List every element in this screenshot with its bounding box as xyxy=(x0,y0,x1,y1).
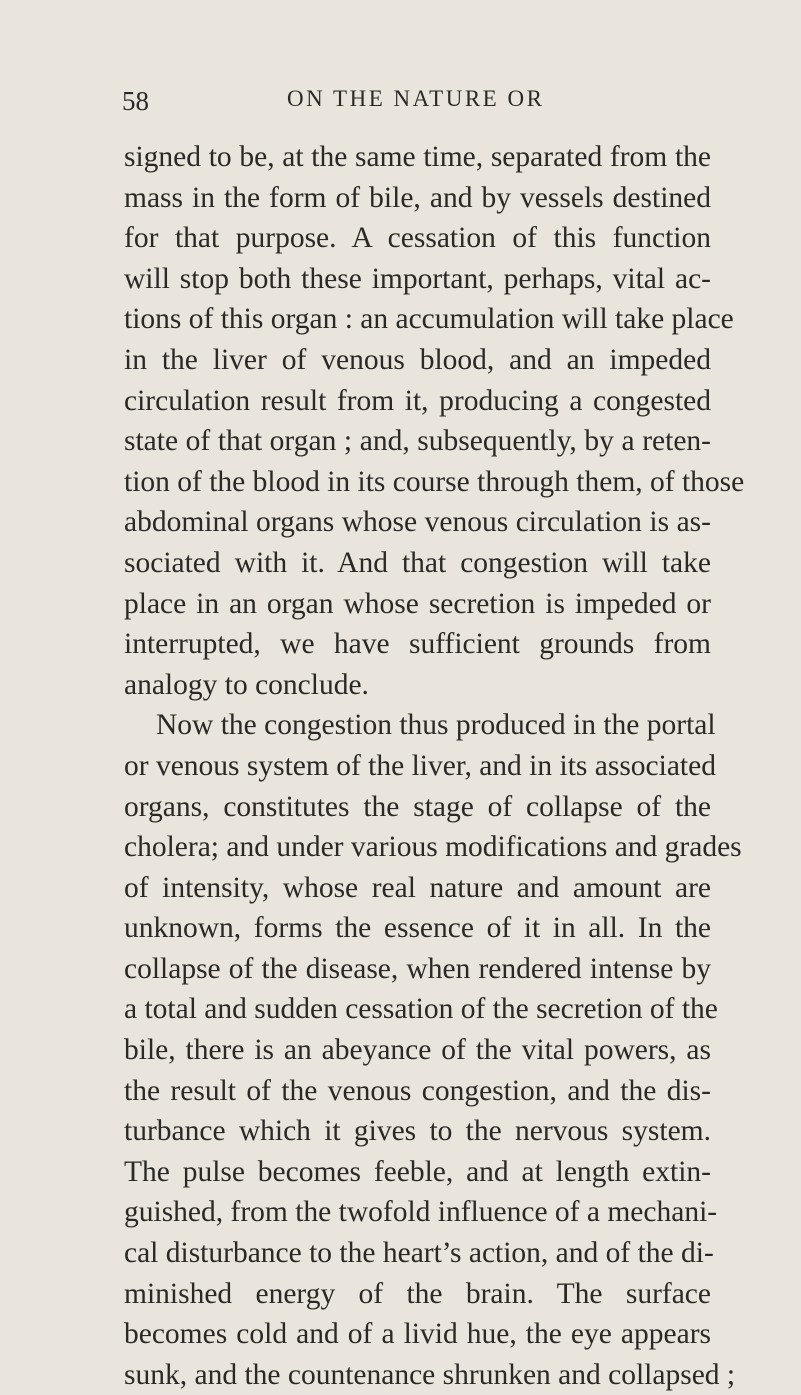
text-line: becomes cold and of a livid hue, the eye appears xyxy=(124,1318,711,1351)
body-text xyxy=(124,137,745,1395)
text-line: guished, from the twofold influence of a mechani- xyxy=(124,1196,718,1229)
text-line: state of that organ ; and, subsequently, by a reten- xyxy=(124,425,711,458)
text-line: cholera; and under various modifications and grades xyxy=(124,831,742,864)
text-line: cal disturbance to the heart’s action, and of the di- xyxy=(124,1237,714,1270)
text-line: interrupted, we have sufficient grounds from xyxy=(124,628,711,661)
text-line-paragraph-end: analogy to conclude. xyxy=(124,668,369,701)
text-line: place in an organ whose secretion is impeded or xyxy=(124,587,711,620)
running-head xyxy=(122,86,712,122)
text-line: will stop both these important, perhaps, vital ac- xyxy=(124,262,711,295)
text-line: in the liver of venous blood, and an impeded xyxy=(124,343,711,376)
text-line: The pulse becomes feeble, and at length extin- xyxy=(124,1155,711,1188)
text-line: signed to be, at the same time, separated from the xyxy=(124,141,711,173)
text-line: sociated with it. And that congestion will take xyxy=(124,546,711,579)
text-line: unknown, forms the essence of it in all. In the xyxy=(124,912,711,945)
text-line: abdominal organs whose venous circulation is as- xyxy=(124,506,711,539)
text-line: minished energy of the brain. The surface xyxy=(124,1277,711,1310)
text-line: a total and sudden cessation of the secretion of the xyxy=(124,993,718,1026)
text-line-paragraph-start: Now the congestion thus produced in the portal xyxy=(156,709,716,742)
text-line: sunk, and the countenance shrunken and collapsed ; xyxy=(124,1358,736,1391)
text-line: collapse of the disease, when rendered intense by xyxy=(124,952,711,985)
page-number: 58 xyxy=(122,86,149,116)
running-title: ON THE NATURE OR xyxy=(287,86,545,111)
text-line: bile, there is an abeyance of the vital powers, as xyxy=(124,1034,711,1067)
text-line: tions of this organ : an accumulation will take place xyxy=(124,303,734,336)
text-line: mass in the form of bile, and by vessels destined xyxy=(124,181,711,214)
text-line: organs, constitutes the stage of collapse of the xyxy=(124,790,711,823)
text-line: circulation result from it, producing a congested xyxy=(124,384,711,417)
text-line: for that purpose. A cessation of this function xyxy=(124,222,711,255)
text-line: of intensity, whose real nature and amount are xyxy=(124,871,711,904)
text-line: turbance which it gives to the nervous system. xyxy=(124,1115,711,1148)
text-line: or venous system of the liver, and in its associated xyxy=(124,749,716,782)
text-line: the result of the venous congestion, and the dis- xyxy=(124,1074,711,1107)
text-line: tion of the blood in its course through them, of those xyxy=(124,465,745,498)
